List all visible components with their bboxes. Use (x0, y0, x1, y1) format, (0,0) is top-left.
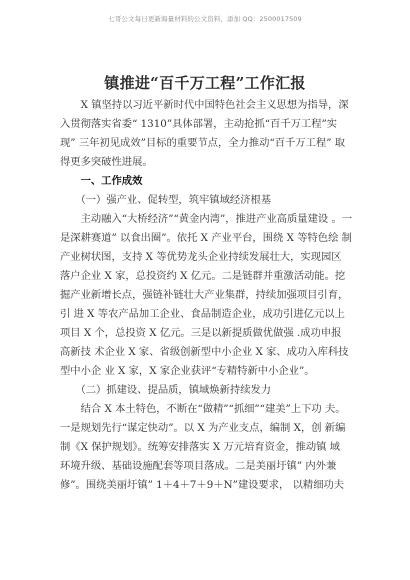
paragraph-line: 型中小企 业 X 家，X 家企业获评“专精特新中小企业”。 (60, 365, 315, 377)
paragraph-line: 项目 X 个，总投资 X 亿元。三是以新提质做优做强 .成功申报 (60, 327, 342, 339)
paragraph-line: 引 进 X 等农产品加工企业、食品制造企业，成功引进亿元以上 (60, 308, 345, 320)
document-title: 镇推进“百千万工程”工作汇报 (104, 74, 306, 92)
paragraph-line: 主动融入“大桥经济”“黄金内湾”，推进产业高质量建设 。一 (60, 213, 353, 225)
paragraph-line: X 镇坚持以习近平新时代中国特色社会主义思想为指导，深 (60, 99, 349, 111)
paragraph-line: 现” 三年初见成效”目标的重要节点，全力推动“百千万工程” 取 (60, 137, 346, 149)
paragraph-line: 产业树状图，支持 X 等优势龙头企业持续发展壮大，实现园区 (60, 251, 342, 263)
header-note: 七哥公文每日更新海量材料的公文资料，添加 QQ：2500017509 (108, 15, 302, 23)
paragraph-line: 入贯彻落实省委“ 1310”具体部署，主动抢抓“百千万工程”实 (60, 118, 338, 130)
paragraph-line: 落户企业 X 家，总投资约 X 亿元。二是链群并重激活动能。挖 (60, 270, 346, 282)
paragraph-line: 结合 X 本土特色，不断在“做精”“抓细”“建美”上下功 夫。 (60, 403, 346, 415)
paragraph-line: 环境升级、基础设施配套等项目落成。二是美丽圩镇” 内外兼 (60, 460, 337, 472)
subsection-heading: （一）强产业、促转型，筑牢镇域经济根基 (60, 194, 272, 206)
document-body (60, 96, 360, 495)
paragraph-line: 高新技 术企业 X 家、省级创新型中小企业 X 家、成功入库科技 (60, 346, 349, 358)
paragraph-line: 制《X 保护规划》。统筹安排落实 X 万元培育资金，推动镇 域 (60, 441, 341, 453)
subsection-heading: （二）抓建设、提品质，镇域焕新持续发力 (60, 384, 272, 396)
paragraph-line: 是深耕赛道” 以食出圈”。依托 X 产业平台，围绕 X 等特色绘 制 (60, 232, 352, 244)
section-heading: 一、工作成效 (60, 175, 143, 187)
paragraph-line: 掘产业新增长点，强链补链壮大产业集群，持续加强项目引育， (60, 289, 349, 301)
paragraph-line: 得更多突破性进展。 (60, 156, 153, 168)
paragraph-line: 修”。围绕美丽圩镇” 1＋4＋7＋9＋N”建设要求， 以精细功夫 (60, 479, 345, 491)
paragraph-line: 一是规划先行“谋定快动”。以 X 为产业支点，编制 X，创 新编 (60, 422, 346, 434)
